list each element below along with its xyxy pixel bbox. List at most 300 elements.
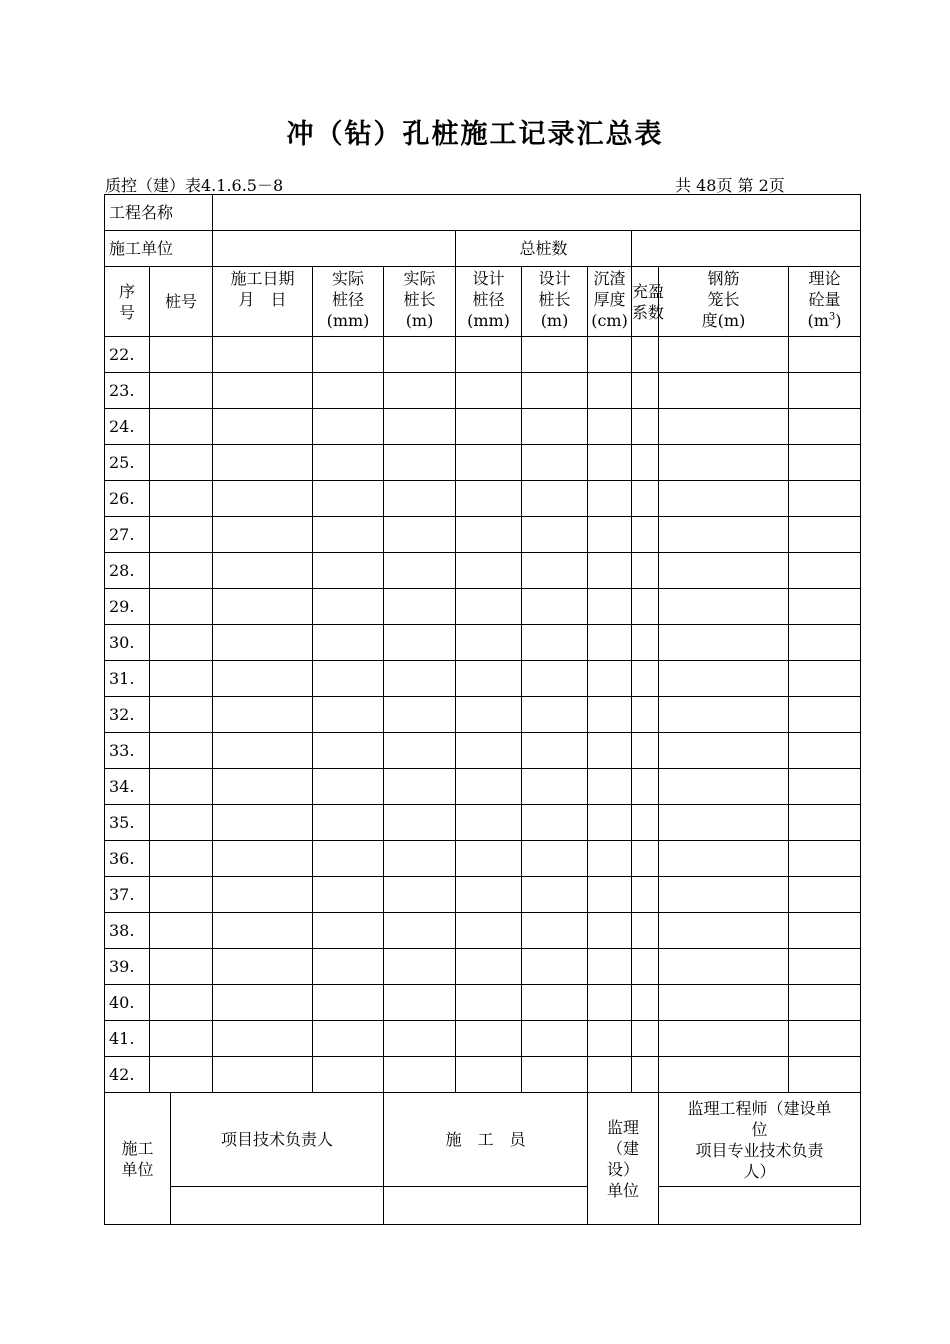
cell-actual-diameter[interactable] [313,949,384,985]
cell-design-diameter[interactable] [456,1021,522,1057]
cell-design-diameter[interactable] [456,877,522,913]
table-row [105,913,861,949]
tech-lead-label-text: 项目技术负责人 [221,1130,334,1149]
cell-design-diameter[interactable] [456,769,522,805]
cell-actual-diameter[interactable] [313,373,384,409]
cell-sediment[interactable] [588,733,632,769]
cell-concrete[interactable] [789,517,861,553]
cell-design-length[interactable] [522,733,588,769]
construction-unit-signature-label [105,1093,171,1225]
cell-cage-length[interactable] [659,409,789,445]
cell-concrete[interactable] [789,913,861,949]
cell-sediment[interactable] [588,589,632,625]
cell-sediment[interactable] [588,409,632,445]
cell-filling[interactable] [632,805,659,841]
col-header-text: 充盈 [632,281,665,301]
table-row [105,769,861,805]
cell-design-diameter[interactable] [456,1057,522,1093]
cell-date[interactable] [213,409,313,445]
cell-cage-length[interactable] [659,985,789,1021]
cell-filling[interactable] [632,373,659,409]
cell-date[interactable] [213,913,313,949]
cell-date[interactable] [213,1021,313,1057]
supervisor-signature-field[interactable] [659,1187,861,1225]
cell-concrete[interactable] [789,409,861,445]
cell-actual-length[interactable] [384,841,456,877]
cell-design-diameter[interactable] [456,481,522,517]
cell-cage-length[interactable] [659,481,789,517]
cell-sediment[interactable] [588,337,632,373]
col-header-unit: $(m^3)$ [807,311,842,330]
cell-pile-no[interactable] [150,733,213,769]
cell-cage-length[interactable] [659,625,789,661]
cell-date[interactable] [213,697,313,733]
cell-sediment[interactable] [588,445,632,481]
cell-date[interactable] [213,733,313,769]
cell-design-length[interactable] [522,841,588,877]
cell-sediment[interactable] [588,769,632,805]
cell-date[interactable] [213,985,313,1021]
cell-filling[interactable] [632,445,659,481]
cell-actual-length[interactable] [384,733,456,769]
col-header-pile-no [150,267,213,337]
row-number: 40. [105,985,150,1021]
cell-date[interactable] [213,337,313,373]
cell-actual-length[interactable] [384,697,456,733]
col-header-text: 施工日期 [230,269,295,288]
col-header-text: 实际 [332,269,365,288]
cell-sediment[interactable] [588,661,632,697]
cell-design-length[interactable] [522,877,588,913]
cell-concrete[interactable] [789,373,861,409]
cell-concrete[interactable] [789,949,861,985]
col-header-text: 序 [118,281,135,301]
cell-design-diameter[interactable] [456,913,522,949]
cell-sediment[interactable] [588,517,632,553]
col-header-date [213,267,313,337]
cell-cage-length[interactable] [659,661,789,697]
cell-design-diameter[interactable] [456,697,522,733]
col-header-text: 系数 [632,302,665,322]
table-row [105,661,861,697]
cell-concrete[interactable] [789,1057,861,1093]
cell-actual-diameter[interactable] [313,841,384,877]
record-table [104,194,861,1225]
cell-actual-diameter[interactable] [313,1021,384,1057]
cell-cage-length[interactable] [659,337,789,373]
cell-design-length[interactable] [522,373,588,409]
cell-cage-length[interactable] [659,697,789,733]
total-piles-label: 总桩数 [456,231,632,267]
table-row [105,805,861,841]
cell-filling[interactable] [632,553,659,589]
cell-cage-length[interactable] [659,517,789,553]
cell-sediment[interactable] [588,877,632,913]
cell-actual-length[interactable] [384,877,456,913]
cell-actual-diameter[interactable] [313,769,384,805]
row-number: 39. [105,949,150,985]
row-number: 26. [105,481,150,517]
cell-actual-diameter[interactable] [313,625,384,661]
construction-unit-signature-label-text: 单位 [121,1159,154,1179]
cell-pile-no[interactable] [150,589,213,625]
cell-filling[interactable] [632,697,659,733]
col-header-filling [632,267,665,337]
cell-actual-length[interactable] [384,949,456,985]
cell-cage-length[interactable] [659,913,789,949]
cell-concrete[interactable] [789,769,861,805]
cell-actual-diameter[interactable] [313,589,384,625]
cell-design-diameter[interactable] [456,805,522,841]
row-number: 27. [105,517,150,553]
supervisor-label [659,1093,861,1187]
cell-design-diameter[interactable] [456,625,522,661]
cell-sediment[interactable] [588,481,632,517]
cell-actual-diameter[interactable] [313,985,384,1021]
col-header-design-length [522,267,588,337]
cell-actual-diameter[interactable] [313,733,384,769]
cell-cage-length[interactable] [659,373,789,409]
cell-cage-length[interactable] [659,877,789,913]
cell-sediment[interactable] [588,697,632,733]
cell-actual-diameter[interactable] [313,553,384,589]
col-header-text: 度(m) [701,311,746,330]
cell-design-diameter[interactable] [456,589,522,625]
table-row [105,841,861,877]
cell-concrete[interactable] [789,553,861,589]
construction-unit-label: 施工单位 [105,231,213,267]
cell-concrete[interactable] [789,733,861,769]
cell-concrete[interactable] [789,481,861,517]
cell-design-length[interactable] [522,409,588,445]
col-header-text: 砼量 [808,290,841,309]
cell-cage-length[interactable] [659,805,789,841]
cell-pile-no[interactable] [150,373,213,409]
cell-actual-length[interactable] [384,769,456,805]
construction-unit-field[interactable] [213,231,456,267]
cell-design-length[interactable] [522,517,588,553]
col-header-actual-diameter [313,267,384,337]
cell-pile-no[interactable] [150,697,213,733]
supervision-unit-label-text: （建 [607,1138,640,1158]
cell-actual-diameter[interactable] [313,913,384,949]
cell-date[interactable] [213,661,313,697]
cell-actual-length[interactable] [384,625,456,661]
cell-pile-no[interactable] [150,481,213,517]
col-header-text: 理论 [808,269,841,288]
cell-cage-length[interactable] [659,553,789,589]
cell-pile-no[interactable] [150,913,213,949]
table-row [105,1021,861,1057]
row-number: 34. [105,769,150,805]
cell-pile-no[interactable] [150,805,213,841]
cell-design-diameter[interactable] [456,337,522,373]
cell-pile-no[interactable] [150,409,213,445]
table-row [105,409,861,445]
cell-sediment[interactable] [588,373,632,409]
cell-pile-no[interactable] [150,985,213,1021]
cell-actual-length[interactable] [384,481,456,517]
row-number: 29. [105,589,150,625]
cell-actual-diameter[interactable] [313,517,384,553]
col-header-text: (cm) [591,311,628,330]
cell-actual-length[interactable] [384,445,456,481]
col-header-sediment [588,267,632,337]
cell-actual-length[interactable] [384,913,456,949]
col-header-text: 号 [118,302,135,322]
cell-design-length[interactable] [522,625,588,661]
table-row [105,949,861,985]
cell-cage-length[interactable] [659,949,789,985]
cell-concrete[interactable] [789,1021,861,1057]
cell-filling[interactable] [632,949,659,985]
cell-filling[interactable] [632,517,659,553]
column-header-row [105,267,861,337]
page-title: 冲（钻）孔桩施工记录汇总表 [286,119,664,150]
tech-lead-label [171,1093,384,1187]
row-number: 30. [105,625,150,661]
table-row [105,337,861,373]
constructor-label-text: 施 工 员 [445,1130,526,1149]
row-number: 42. [105,1057,150,1093]
cell-sediment[interactable] [588,1057,632,1093]
cell-pile-no[interactable] [150,517,213,553]
cell-filling[interactable] [632,481,659,517]
cell-design-length[interactable] [522,985,588,1021]
cell-design-length[interactable] [522,805,588,841]
cell-filling[interactable] [632,661,659,697]
cell-design-diameter[interactable] [456,661,522,697]
cell-filling[interactable] [632,1057,659,1093]
cell-pile-no[interactable] [150,949,213,985]
cell-filling[interactable] [632,337,659,373]
cell-actual-length[interactable] [384,1057,456,1093]
cell-design-length[interactable] [522,697,588,733]
cell-sediment[interactable] [588,985,632,1021]
col-header-text: 设计 [472,269,505,288]
cell-design-diameter[interactable] [456,985,522,1021]
cell-sediment[interactable] [588,949,632,985]
cell-date[interactable] [213,517,313,553]
cell-cage-length[interactable] [659,1021,789,1057]
supervisor-label-text: 项目专业技术负责 [695,1140,824,1160]
cell-actual-diameter[interactable] [313,481,384,517]
col-header-design-diameter [456,267,522,337]
cell-design-length[interactable] [522,445,588,481]
table-row [105,445,861,481]
cell-actual-length[interactable] [384,409,456,445]
table-row [105,697,861,733]
cell-design-diameter[interactable] [456,553,522,589]
table-row [105,373,861,409]
supervision-unit-label [588,1093,659,1225]
cell-filling[interactable] [632,625,659,661]
cell-filling[interactable] [632,1021,659,1057]
cell-actual-length[interactable] [384,661,456,697]
cell-date[interactable] [213,805,313,841]
cell-pile-no[interactable] [150,769,213,805]
cell-actual-diameter[interactable] [313,805,384,841]
cell-sediment[interactable] [588,1021,632,1057]
cell-design-length[interactable] [522,481,588,517]
cell-pile-no[interactable] [150,445,213,481]
cell-pile-no[interactable] [150,1057,213,1093]
cell-cage-length[interactable] [659,589,789,625]
row-number: 35. [105,805,150,841]
cell-actual-diameter[interactable] [313,877,384,913]
cell-actual-length[interactable] [384,373,456,409]
signature-field-row [105,1187,861,1225]
cell-design-length[interactable] [522,553,588,589]
col-header-cage-length [659,267,789,337]
cell-actual-length[interactable] [384,337,456,373]
col-header-text: 桩号 [165,292,198,311]
supervisor-label-text: 位 [751,1119,768,1139]
cell-filling[interactable] [632,769,659,805]
cell-filling[interactable] [632,841,659,877]
table-row [105,877,861,913]
cell-date[interactable] [213,769,313,805]
cell-design-length[interactable] [522,1021,588,1057]
cell-cage-length[interactable] [659,1057,789,1093]
table-row [105,1057,861,1093]
cell-actual-length[interactable] [384,553,456,589]
supervision-unit-label-text: 设） [607,1159,640,1179]
project-name-row [105,195,861,231]
cell-design-diameter[interactable] [456,733,522,769]
cell-design-length[interactable] [522,769,588,805]
cell-actual-diameter[interactable] [313,697,384,733]
cell-design-length[interactable] [522,1057,588,1093]
row-number: 36. [105,841,150,877]
table-row [105,985,861,1021]
row-number: 31. [105,661,150,697]
cell-actual-length[interactable] [384,517,456,553]
table-row [105,481,861,517]
cell-actual-length[interactable] [384,985,456,1021]
cell-date[interactable] [213,625,313,661]
cell-concrete[interactable] [789,985,861,1021]
cell-concrete[interactable] [789,805,861,841]
cell-pile-no[interactable] [150,877,213,913]
cell-pile-no[interactable] [150,1021,213,1057]
cell-pile-no[interactable] [150,661,213,697]
cell-date[interactable] [213,1057,313,1093]
cell-filling[interactable] [632,985,659,1021]
cell-sediment[interactable] [588,841,632,877]
cell-actual-diameter[interactable] [313,409,384,445]
cell-date[interactable] [213,589,313,625]
tech-lead-signature-field[interactable] [171,1187,384,1225]
cell-design-length[interactable] [522,337,588,373]
cell-sediment[interactable] [588,625,632,661]
cell-design-diameter[interactable] [456,949,522,985]
cell-filling[interactable] [632,409,659,445]
col-header-text: 厚度 [593,290,626,309]
cell-filling[interactable] [632,913,659,949]
cell-date[interactable] [213,481,313,517]
cell-cage-length[interactable] [659,445,789,481]
col-header-text: 钢筋 [707,269,740,288]
cell-pile-no[interactable] [150,553,213,589]
form-code: 质控（建）表4.1.6.5－8 [105,176,284,195]
cell-design-length[interactable] [522,949,588,985]
cell-concrete[interactable] [789,337,861,373]
cell-design-diameter[interactable] [456,373,522,409]
cell-design-diameter[interactable] [456,409,522,445]
cell-actual-diameter[interactable] [313,1057,384,1093]
cell-date[interactable] [213,553,313,589]
cell-actual-length[interactable] [384,589,456,625]
cell-design-diameter[interactable] [456,445,522,481]
col-header-text: 实际 [403,269,436,288]
cell-sediment[interactable] [588,553,632,589]
row-number: 24. [105,409,150,445]
cell-filling[interactable] [632,733,659,769]
superscript: 3 [828,311,836,323]
cell-design-diameter[interactable] [456,841,522,877]
cell-actual-diameter[interactable] [313,445,384,481]
table-row [105,733,861,769]
cell-cage-length[interactable] [659,733,789,769]
cell-concrete[interactable] [789,697,861,733]
row-number: 22. [105,337,150,373]
cell-pile-no[interactable] [150,625,213,661]
row-number: 28. [105,553,150,589]
cell-cage-length[interactable] [659,841,789,877]
cell-sediment[interactable] [588,913,632,949]
cell-filling[interactable] [632,589,659,625]
cell-pile-no[interactable] [150,841,213,877]
cell-actual-length[interactable] [384,805,456,841]
cell-concrete[interactable] [789,625,861,661]
supervision-unit-label-text: 监理 [607,1117,640,1137]
col-header-text: (mm) [467,311,510,330]
supervisor-label-text: 监理工程师（建设单 [687,1098,832,1118]
cell-design-length[interactable] [522,913,588,949]
cell-concrete[interactable] [789,589,861,625]
cell-date[interactable] [213,949,313,985]
cell-date[interactable] [213,841,313,877]
cell-design-length[interactable] [522,589,588,625]
cell-actual-length[interactable] [384,1021,456,1057]
cell-cage-length[interactable] [659,769,789,805]
cell-concrete[interactable] [789,445,861,481]
total-piles-field[interactable] [632,231,861,267]
cell-sediment[interactable] [588,805,632,841]
cell-actual-diameter[interactable] [313,661,384,697]
project-name-label: 工程名称 [105,195,213,231]
cell-design-length[interactable] [522,661,588,697]
cell-concrete[interactable] [789,661,861,697]
cell-actual-diameter[interactable] [313,337,384,373]
cell-concrete[interactable] [789,877,861,913]
cell-design-diameter[interactable] [456,517,522,553]
col-header-text: (mm) [326,311,370,330]
cell-filling[interactable] [632,877,659,913]
cell-date[interactable] [213,373,313,409]
cell-concrete[interactable] [789,841,861,877]
cell-date[interactable] [213,877,313,913]
col-header-text: 桩径 [472,290,505,309]
constructor-signature-field[interactable] [384,1187,588,1225]
supervision-unit-label-text: 单位 [607,1180,640,1200]
project-name-field[interactable] [213,195,861,231]
cell-pile-no[interactable] [150,337,213,373]
supervisor-label-text: 人） [743,1161,776,1181]
row-number: 33. [105,733,150,769]
cell-date[interactable] [213,445,313,481]
